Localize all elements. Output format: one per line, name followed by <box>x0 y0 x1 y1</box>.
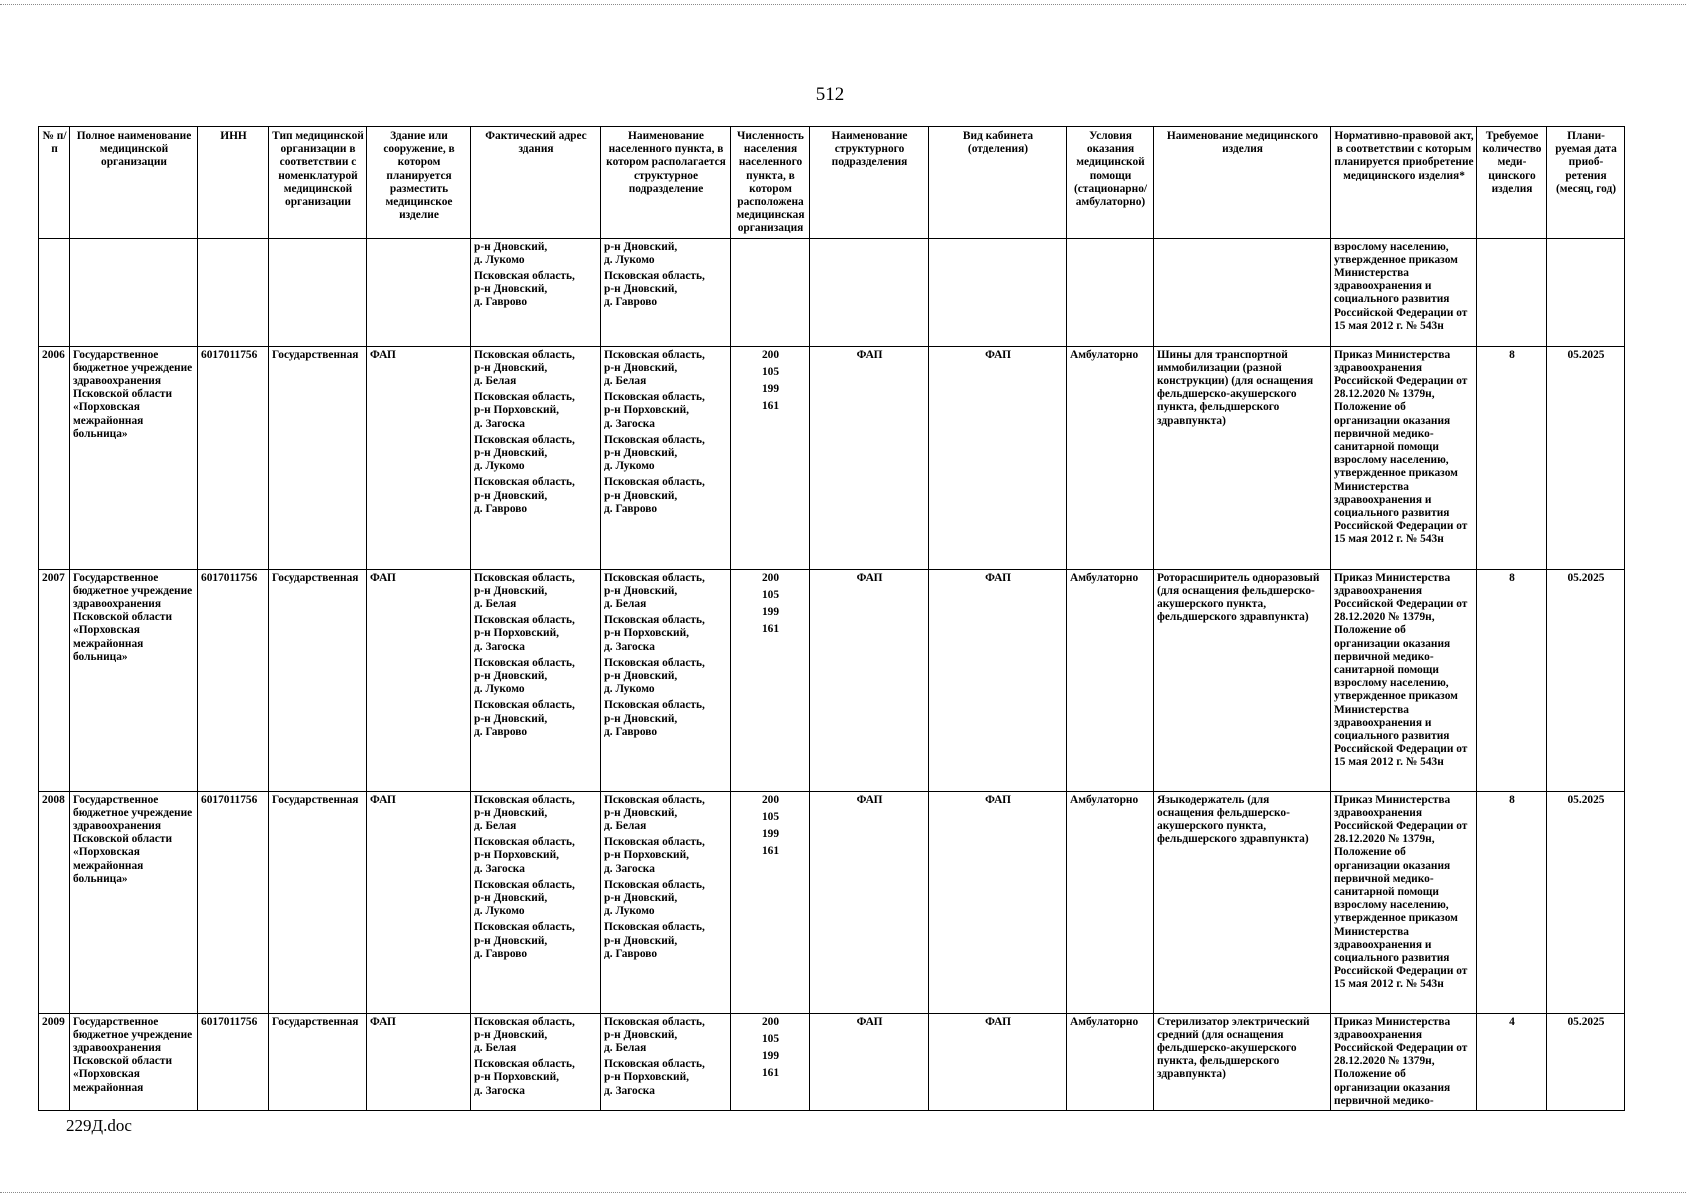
settlement-block <box>604 657 728 697</box>
page-number: 512 <box>815 84 845 105</box>
settlement-line: Псковская область, <box>604 656 705 669</box>
settlement-line: Псковская область, <box>604 433 705 446</box>
address-line: д. Загоска <box>474 417 525 430</box>
cell-conditions: Амбулаторно <box>1067 569 1154 791</box>
settlement-block <box>604 476 728 516</box>
header-unit: Наименование структурного подразделения <box>810 127 929 239</box>
cell-empty <box>810 238 929 346</box>
cell-building: ФАП <box>367 1013 471 1110</box>
cell-device: Языкодержатель (для оснащения фельдшерско-акушерского пункта, фельдшерского здравпункта) <box>1154 791 1331 1013</box>
settlement-line: р-н Порховский, <box>604 849 689 862</box>
cell-device: Шины для транспортной иммобилизации (разной конструкции) (для оснащения фельдшерско-акушерского пункта, фельдшерского здравпункта) <box>1154 346 1331 569</box>
address-line: Псковская область, <box>474 699 575 712</box>
cell-type: Государственная <box>269 346 367 569</box>
population-value: 200 <box>761 793 780 806</box>
address-block <box>474 879 598 919</box>
cell-empty <box>1154 238 1331 346</box>
address-line: д. Гаврово <box>474 502 528 515</box>
address-line: р-н Дновский, <box>474 240 548 253</box>
cell-legal-act: Приказ Министерства здравоохранения Российской Федерации от 28.12.2020 № 1379н, Положение об организации оказания первичной медико- <box>1331 1013 1477 1110</box>
cell-unit: ФАП <box>810 569 929 791</box>
cell-building: ФАП <box>367 346 471 569</box>
cell-quantity: 8 <box>1477 791 1547 1013</box>
population-value: 199 <box>761 828 780 841</box>
header-cabinet: Вид кабинета (отделения) <box>929 127 1067 239</box>
cell-num: 2008 <box>39 791 70 1013</box>
settlement-line: д. Белая <box>604 1042 647 1055</box>
cell-address <box>471 238 601 346</box>
header-inn: ИНН <box>198 127 269 239</box>
cell-building: ФАП <box>367 791 471 1013</box>
population-value: 199 <box>761 383 780 396</box>
address-line: д. Лукомо <box>474 253 525 266</box>
cell-empty <box>269 238 367 346</box>
cell-num: 2007 <box>39 569 70 791</box>
cell-settlement <box>601 791 731 1013</box>
cell-inn: 6017011756 <box>198 569 269 791</box>
header-org: Полное наименование медицинской организации <box>70 127 198 239</box>
address-line: Псковская область, <box>474 921 575 934</box>
address-line: р-н Порховский, <box>474 849 559 862</box>
cell-quantity: 8 <box>1477 346 1547 569</box>
settlement-line: р-н Дновский, <box>604 712 678 725</box>
cell-population <box>731 791 810 1013</box>
cell-unit: ФАП <box>810 346 929 569</box>
cell-cabinet: ФАП <box>929 791 1067 1013</box>
header-conditions: Условия оказания медицинской помощи (стационарно/ амбулаторно) <box>1067 127 1154 239</box>
population-value: 161 <box>761 845 780 858</box>
population-value: 199 <box>761 1050 780 1063</box>
medical-devices-table <box>38 126 1625 1111</box>
settlement-line: д. Гаврово <box>604 947 658 960</box>
cell-settlement <box>601 346 731 569</box>
address-block <box>474 241 598 267</box>
address-line: д. Лукомо <box>474 905 525 918</box>
cell-empty <box>731 238 810 346</box>
settlement-block <box>604 921 728 961</box>
address-block <box>474 699 598 739</box>
address-line: р-н Порховский, <box>474 1071 559 1084</box>
settlement-block <box>604 699 728 739</box>
settlement-block <box>604 794 728 834</box>
settlement-line: д. Лукомо <box>604 460 655 473</box>
settlement-line: р-н Дновский, <box>604 240 678 253</box>
settlement-line: Псковская область, <box>604 571 705 584</box>
table-header-row <box>39 127 1625 239</box>
address-line: р-н Порховский, <box>474 404 559 417</box>
settlement-line: Псковская область, <box>604 921 705 934</box>
address-line: р-н Дновский, <box>474 447 548 460</box>
address-line: Псковская область, <box>474 1015 575 1028</box>
cell-population <box>731 1013 810 1110</box>
address-line: р-н Дновский, <box>474 806 548 819</box>
address-block <box>474 270 598 310</box>
settlement-line: Псковская область, <box>604 878 705 891</box>
cell-conditions: Амбулаторно <box>1067 346 1154 569</box>
cell-type: Государственная <box>269 1013 367 1110</box>
cell-population <box>731 569 810 791</box>
settlement-line: р-н Дновский, <box>604 934 678 947</box>
table-row <box>39 346 1625 569</box>
population-value: 105 <box>761 810 780 823</box>
address-line: р-н Дновский, <box>474 670 548 683</box>
header-settlement: Наименование населенного пункта, в котором располагается структурное подразделение <box>601 127 731 239</box>
address-line: р-н Дновский, <box>474 489 548 502</box>
settlement-line: Псковская область, <box>604 476 705 489</box>
settlement-line: д. Гаврово <box>604 725 658 738</box>
footer-filename: 229Д.doc <box>66 1116 132 1135</box>
address-line: д. Белая <box>474 598 517 611</box>
address-block <box>474 614 598 654</box>
settlement-line: Псковская область, <box>604 614 705 627</box>
population-value: 200 <box>761 571 780 584</box>
population-value: 105 <box>761 1032 780 1045</box>
settlement-line: р-н Дновский, <box>604 361 678 374</box>
settlement-line: р-н Дновский, <box>604 892 678 905</box>
settlement-line: р-н Дновский, <box>604 584 678 597</box>
address-line: д. Белая <box>474 375 517 388</box>
address-line: Псковская область, <box>474 476 575 489</box>
cell-address <box>471 1013 601 1110</box>
settlement-block <box>604 572 728 612</box>
address-line: д. Загоска <box>474 640 525 653</box>
cell-date: 05.2025 <box>1547 346 1625 569</box>
header-population: Численность населения населенного пункта, в котором расположена медицинская организация <box>731 127 810 239</box>
cell-unit: ФАП <box>810 791 929 1013</box>
address-line: р-н Дновский, <box>474 712 548 725</box>
cell-cabinet: ФАП <box>929 1013 1067 1110</box>
population-value: 105 <box>761 365 780 378</box>
settlement-line: д. Гаврово <box>604 502 658 515</box>
cell-settlement <box>601 569 731 791</box>
header-device: Наименование медицинского изделия <box>1154 127 1331 239</box>
settlement-line: д. Загоска <box>604 862 655 875</box>
settlement-line: д. Загоска <box>604 1084 655 1097</box>
address-line: д. Лукомо <box>474 460 525 473</box>
address-line: Псковская область, <box>474 656 575 669</box>
cell-empty <box>1547 238 1625 346</box>
settlement-line: д. Белая <box>604 375 647 388</box>
table-row <box>39 1013 1625 1110</box>
cell-org: Государственное бюджетное учреждение здравоохранения Псковской области «Порховская межрайонная больница» <box>70 791 198 1013</box>
address-line: р-н Дновский, <box>474 934 548 947</box>
settlement-block <box>604 434 728 474</box>
settlement-line: Псковская область, <box>604 270 705 283</box>
header-legal-act: Нормативно-правовой акт, в соответствии с которым планируется приобретение медицинского изделия* <box>1331 127 1477 239</box>
header-num: № п/п <box>39 127 70 239</box>
settlement-line: Псковская область, <box>604 348 705 361</box>
settlement-block <box>604 349 728 389</box>
cell-empty <box>39 238 70 346</box>
address-line: Псковская область, <box>474 270 575 283</box>
address-block <box>474 476 598 516</box>
address-line: д. Гаврово <box>474 947 528 960</box>
settlement-line: р-н Дновский, <box>604 489 678 502</box>
cell-address <box>471 791 601 1013</box>
cell-population <box>731 346 810 569</box>
cell-legal-act: Приказ Министерства здравоохранения Российской Федерации от 28.12.2020 № 1379н, Положение об организации оказания первичной медико-санитарной помощи взрослому населению, утвержденное приказом Министерства здравоохранения и социального развития Российской Федерации от 15 мая 2012 г. № 543н <box>1331 791 1477 1013</box>
cell-org: Государственное бюджетное учреждение здравоохранения Псковской области «Порховская межрайонная <box>70 1013 198 1110</box>
settlement-block <box>604 614 728 654</box>
settlement-line: д. Белая <box>604 820 647 833</box>
cell-cabinet: ФАП <box>929 569 1067 791</box>
cell-legal-act: Приказ Министерства здравоохранения Российской Федерации от 28.12.2020 № 1379н, Положение об организации оказания первичной медико-санитарной помощи взрослому населению, утвержденное приказом Министерства здравоохранения и социального развития Российской Федерации от 15 мая 2012 г. № 543н <box>1331 569 1477 791</box>
cell-address <box>471 346 601 569</box>
settlement-line: Псковская область, <box>604 793 705 806</box>
address-block <box>474 657 598 697</box>
settlement-block <box>604 836 728 876</box>
settlement-line: р-н Дновский, <box>604 1028 678 1041</box>
settlement-line: р-н Дновский, <box>604 670 678 683</box>
cell-conditions: Амбулаторно <box>1067 791 1154 1013</box>
settlement-line: Псковская область, <box>604 1015 705 1028</box>
header-date: Плани-руемая дата приоб-ретения (месяц, год) <box>1547 127 1625 239</box>
settlement-block <box>604 1058 728 1098</box>
settlement-line: Псковская область, <box>604 699 705 712</box>
cell-type: Государственная <box>269 569 367 791</box>
table-row-continuation <box>39 238 1625 346</box>
cell-inn: 6017011756 <box>198 346 269 569</box>
cell-settlement <box>601 1013 731 1110</box>
cell-empty <box>70 238 198 346</box>
settlement-line: д. Лукомо <box>604 253 655 266</box>
address-line: р-н Дновский, <box>474 361 548 374</box>
settlement-block <box>604 270 728 310</box>
settlement-line: д. Лукомо <box>604 683 655 696</box>
address-line: д. Загоска <box>474 1084 525 1097</box>
address-line: Псковская область, <box>474 878 575 891</box>
cell-building: ФАП <box>367 569 471 791</box>
settlement-line: Псковская область, <box>604 836 705 849</box>
cell-legal-act: взрослому населению, утвержденное приказом Министерства здравоохранения и социального развития Российской Федерации от 15 мая 2012 г. № 543н <box>1331 238 1477 346</box>
table-body <box>39 238 1625 1110</box>
address-block <box>474 434 598 474</box>
cell-date: 05.2025 <box>1547 1013 1625 1110</box>
settlement-line: д. Белая <box>604 598 647 611</box>
cell-date: 05.2025 <box>1547 569 1625 791</box>
address-block <box>474 391 598 431</box>
header-type: Тип медицинской организации в соответствии с номенклатурой медицинской организации <box>269 127 367 239</box>
scan-border-bottom <box>0 1192 1686 1193</box>
header-address: Фактический адрес здания <box>471 127 601 239</box>
address-block <box>474 1016 598 1056</box>
cell-cabinet: ФАП <box>929 346 1067 569</box>
cell-org: Государственное бюджетное учреждение здравоохранения Псковской области «Порховская межрайонная больница» <box>70 346 198 569</box>
cell-unit: ФАП <box>810 1013 929 1110</box>
cell-type: Государственная <box>269 791 367 1013</box>
address-line: Псковская область, <box>474 348 575 361</box>
cell-empty <box>929 238 1067 346</box>
cell-num: 2009 <box>39 1013 70 1110</box>
settlement-line: Псковская область, <box>604 1058 705 1071</box>
cell-num: 2006 <box>39 346 70 569</box>
address-line: р-н Дновский, <box>474 584 548 597</box>
cell-quantity: 4 <box>1477 1013 1547 1110</box>
population-value: 161 <box>761 400 780 413</box>
address-block <box>474 1058 598 1098</box>
address-block <box>474 921 598 961</box>
address-line: р-н Дновский, <box>474 283 548 296</box>
cell-settlement <box>601 238 731 346</box>
cell-empty <box>1477 238 1547 346</box>
address-line: Псковская область, <box>474 433 575 446</box>
address-line: р-н Дновский, <box>474 892 548 905</box>
address-line: Псковская область, <box>474 793 575 806</box>
address-line: Псковская область, <box>474 614 575 627</box>
population-value: 105 <box>761 588 780 601</box>
settlement-line: р-н Порховский, <box>604 404 689 417</box>
address-line: д. Белая <box>474 820 517 833</box>
address-line: Псковская область, <box>474 836 575 849</box>
cell-inn: 6017011756 <box>198 1013 269 1110</box>
settlement-block <box>604 879 728 919</box>
address-line: д. Загоска <box>474 862 525 875</box>
address-line: д. Лукомо <box>474 683 525 696</box>
population-value: 200 <box>761 348 780 361</box>
address-line: р-н Порховский, <box>474 627 559 640</box>
settlement-line: р-н Дновский, <box>604 447 678 460</box>
address-block <box>474 794 598 834</box>
address-block <box>474 572 598 612</box>
address-line: Псковская область, <box>474 1058 575 1071</box>
settlement-line: р-н Порховский, <box>604 627 689 640</box>
cell-date: 05.2025 <box>1547 791 1625 1013</box>
address-line: р-н Дновский, <box>474 1028 548 1041</box>
table-row <box>39 569 1625 791</box>
settlement-line: р-н Порховский, <box>604 1071 689 1084</box>
cell-conditions: Амбулаторно <box>1067 1013 1154 1110</box>
cell-address <box>471 569 601 791</box>
settlement-line: Псковская область, <box>604 391 705 404</box>
settlement-line: р-н Дновский, <box>604 283 678 296</box>
population-value: 199 <box>761 606 780 619</box>
settlement-block <box>604 241 728 267</box>
settlement-block <box>604 1016 728 1056</box>
cell-empty <box>367 238 471 346</box>
header-quantity: Требуемое количество меди-цинского изделия <box>1477 127 1547 239</box>
settlement-line: д. Загоска <box>604 640 655 653</box>
settlement-block <box>604 391 728 431</box>
cell-empty <box>1067 238 1154 346</box>
cell-inn: 6017011756 <box>198 791 269 1013</box>
address-line: д. Белая <box>474 1042 517 1055</box>
address-line: Псковская область, <box>474 571 575 584</box>
cell-quantity: 8 <box>1477 569 1547 791</box>
address-block <box>474 349 598 389</box>
address-line: д. Гаврово <box>474 725 528 738</box>
population-value: 161 <box>761 623 780 636</box>
settlement-line: д. Загоска <box>604 417 655 430</box>
cell-legal-act: Приказ Министерства здравоохранения Российской Федерации от 28.12.2020 № 1379н, Положение об организации оказания первичной медико-санитарной помощи взрослому населению, утвержденное приказом Министерства здравоохранения и социального развития Российской Федерации от 15 мая 2012 г. № 543н <box>1331 346 1477 569</box>
settlement-line: р-н Дновский, <box>604 806 678 819</box>
address-line: Псковская область, <box>474 391 575 404</box>
settlement-line: д. Гаврово <box>604 296 658 309</box>
table-row <box>39 791 1625 1013</box>
address-block <box>474 836 598 876</box>
cell-device: Стерилизатор электрический средний (для оснащения фельдшерско-акушерского пункта, фельдшерского здравпункта) <box>1154 1013 1331 1110</box>
cell-org: Государственное бюджетное учреждение здравоохранения Псковской области «Порховская межрайонная больница» <box>70 569 198 791</box>
population-value: 200 <box>761 1015 780 1028</box>
cell-empty <box>198 238 269 346</box>
header-building: Здание или сооружение, в котором планируется разместить медицинское изделие <box>367 127 471 239</box>
scan-border-top <box>0 4 1686 5</box>
cell-device: Роторасширитель одноразовый (для оснащения фельдшерско-акушерского пункта, фельдшерского здравпункта) <box>1154 569 1331 791</box>
settlement-line: д. Лукомо <box>604 905 655 918</box>
population-value: 161 <box>761 1067 780 1080</box>
address-line: д. Гаврово <box>474 296 528 309</box>
